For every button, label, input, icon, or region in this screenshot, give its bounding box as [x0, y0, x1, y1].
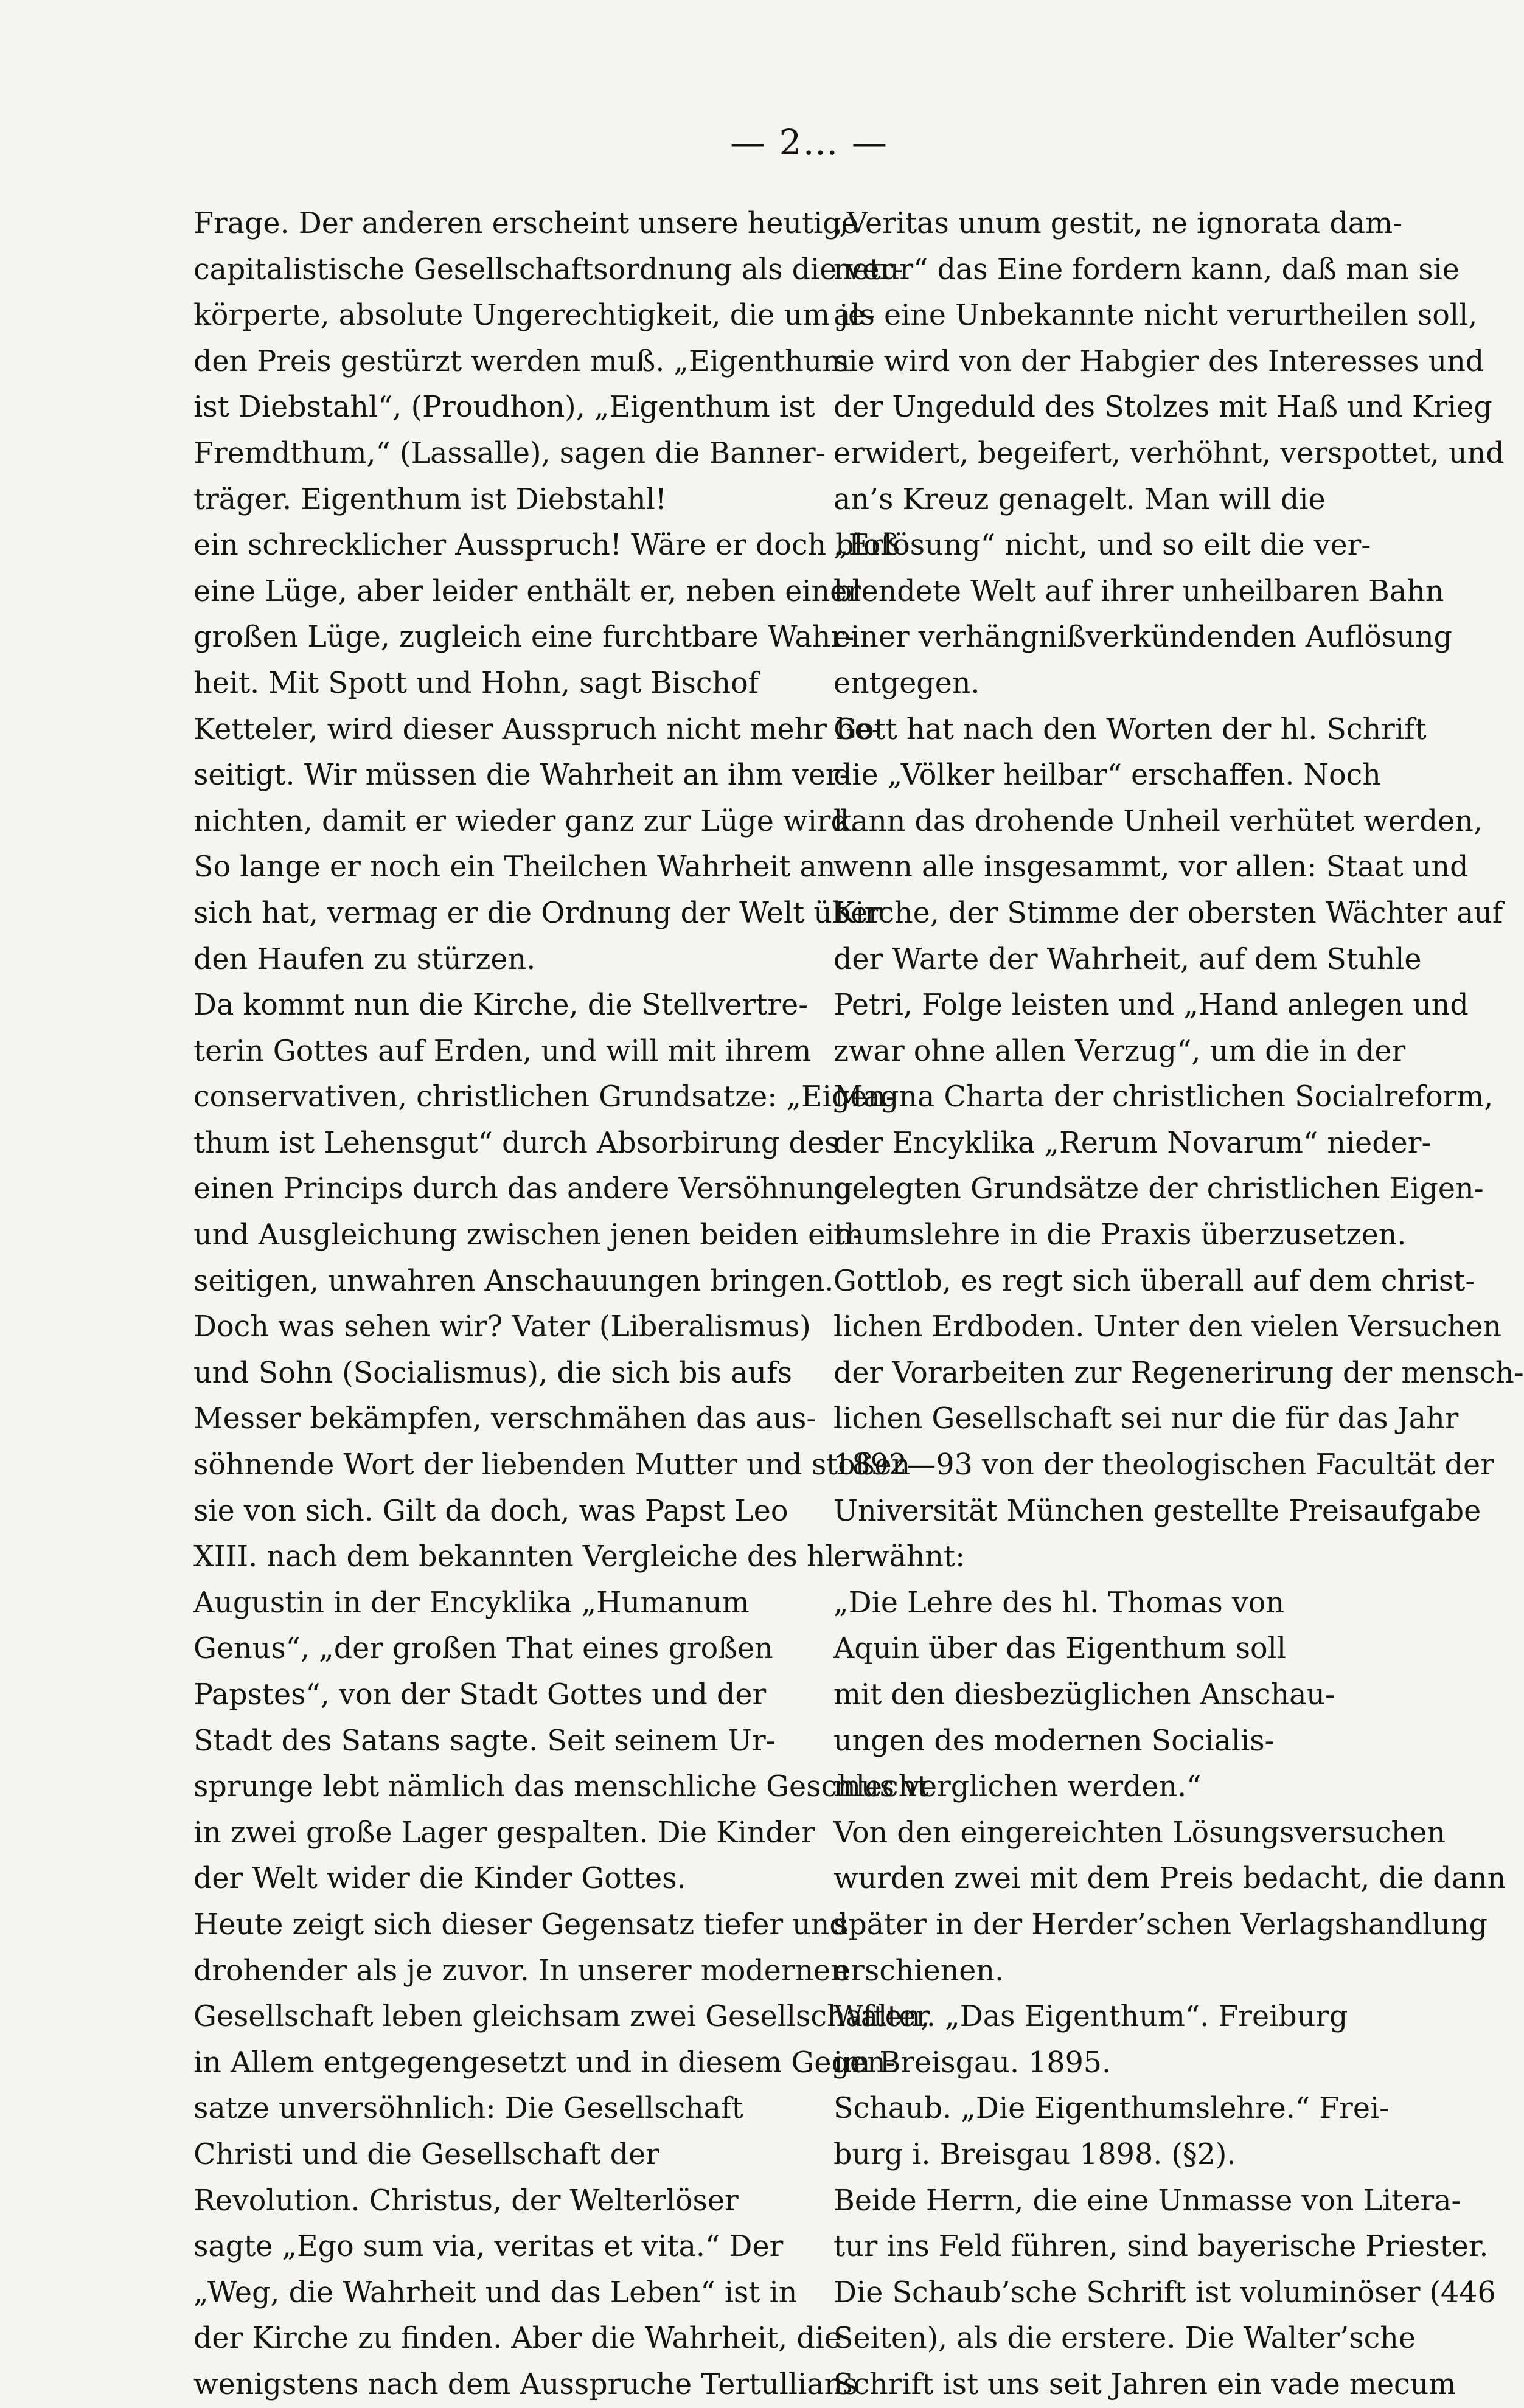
- text-line: sie von sich. Gilt da doch, was Papst Leo: [193, 1494, 788, 1528]
- text-line: Gott hat nach den Worten der hl. Schrift: [833, 712, 1427, 746]
- text-line: einer verhängnißverkündenden Auflösung: [833, 620, 1452, 654]
- text-line: Heute zeigt sich dieser Gegensatz tiefer und: [193, 1907, 848, 1941]
- text-line: Universität München gestellte Preisaufgabe: [833, 1494, 1481, 1528]
- text-line: der Ungeduld des Stolzes mit Haß und Krieg: [833, 390, 1492, 425]
- text-line: der Vorarbeiten zur Regenerirung der mensch-: [833, 1356, 1524, 1390]
- text-line: sprunge lebt nämlich das menschliche Geschlecht: [193, 1770, 929, 1804]
- text-line: „Veritas unum gestit, ne ignorata dam-: [833, 207, 1403, 240]
- text-line: Die Schaub’sche Schrift ist voluminöser (446: [833, 2275, 1496, 2309]
- text-line: eine Lüge, aber leider enthält er, neben einer: [193, 574, 861, 608]
- text-line: ungen des modernen Socialis-: [833, 1724, 1275, 1758]
- text-line: und Ausgleichung zwischen jenen beiden ein-: [193, 1218, 863, 1252]
- text-line: Kirche, der Stimme der obersten Wächter auf: [833, 896, 1503, 930]
- text-line: mus verglichen werden.“: [833, 1770, 1202, 1804]
- text-line: Messer bekämpfen, verschmähen das aus-: [193, 1402, 816, 1436]
- text-line: Aquin über das Eigenthum soll: [833, 1632, 1287, 1666]
- right-text-column: [833, 201, 1524, 2408]
- text-line: Schaub. „Die Eigenthumslehre.“ Frei-: [833, 2092, 1390, 2126]
- text-line: der Kirche zu finden. Aber die Wahrheit, die: [193, 2322, 842, 2356]
- text-line: sie wird von der Habgier des Interesses und: [833, 344, 1484, 378]
- text-line: „Erlösung“ nicht, und so eilt die ver-: [833, 529, 1371, 563]
- text-line: seitigt. Wir müssen die Wahrheit an ihm ver-: [193, 758, 849, 793]
- text-line: der Warte der Wahrheit, auf dem Stuhle: [833, 942, 1422, 976]
- text-line: den Haufen zu stürzen.: [193, 942, 536, 976]
- text-line: Revolution. Christus, der Welterlöser: [193, 2184, 739, 2218]
- text-line: Petri, Folge leisten und „Hand anlegen und: [833, 988, 1469, 1022]
- text-line: Walter. „Das Eigenthum“. Freiburg: [833, 2000, 1348, 2034]
- text-line: der Welt wider die Kinder Gottes.: [193, 1862, 686, 1896]
- text-line: wenn alle insgesammt, vor allen: Staat und: [833, 850, 1469, 884]
- text-line: einen Princips durch das andere Versöhnung: [193, 1172, 853, 1206]
- text-line: kann das drohende Unheil verhütet werden,: [833, 804, 1483, 838]
- text-line: thumslehre in die Praxis überzusetzen.: [833, 1218, 1407, 1252]
- text-line: der Encyklika „Rerum Novarum“ nieder-: [833, 1126, 1432, 1160]
- text-line: entgegen.: [833, 666, 980, 700]
- text-line: Da kommt nun die Kirche, die Stellvertre-: [193, 988, 809, 1022]
- text-line: seitigen, unwahren Anschauungen bringen.: [193, 1264, 834, 1298]
- text-line: wenigstens nach dem Ausspruche Tertullians: [193, 2367, 858, 2401]
- text-line: „Weg, die Wahrheit und das Leben“ ist in: [193, 2275, 798, 2309]
- text-line: drohender als je zuvor. In unserer modernen: [193, 1954, 849, 1988]
- text-line: in zwei große Lager gespalten. Die Kinder: [193, 1816, 815, 1850]
- text-line: sagte „Ego sum via, veritas et vita.“ Der: [193, 2230, 784, 2264]
- text-line: conservativen, christlichen Grundsatze: „Eigen-: [193, 1080, 896, 1114]
- text-line: großen Lüge, zugleich eine furchtbare Wahr-: [193, 620, 855, 654]
- text-line: Magna Charta der christlichen Socialreform,: [833, 1080, 1494, 1114]
- text-line: und Sohn (Socialismus), die sich bis aufs: [193, 1356, 793, 1390]
- text-line: sich hat, vermag er die Ordnung der Welt über: [193, 896, 882, 930]
- text-line: Ketteler, wird dieser Ausspruch nicht mehr be-: [193, 712, 882, 746]
- text-line: netur“ das Eine fordern kann, daß man sie: [833, 252, 1460, 286]
- text-line: Genus“, „der großen That eines großen: [193, 1632, 773, 1666]
- text-line: XIII. nach dem bekannten Vergleiche des hl.: [193, 1540, 844, 1574]
- text-line: heit. Mit Spott und Hohn, sagt Bischof: [193, 666, 759, 700]
- text-line: später in der Herder’schen Verlagshandlung: [833, 1907, 1487, 1941]
- text-line: träger. Eigenthum ist Diebstahl!: [193, 482, 667, 516]
- text-line: den Preis gestürzt werden muß. „Eigenthum: [193, 344, 850, 378]
- text-line: mit den diesbezüglichen Anschau-: [833, 1678, 1335, 1712]
- text-line: tur ins Feld führen, sind bayerische Priester.: [833, 2230, 1489, 2264]
- text-line: erwähnt:: [833, 1540, 966, 1574]
- text-line: Gesellschaft leben gleichsam zwei Gesellschaften,: [193, 2000, 930, 2034]
- text-line: erwidert, begeifert, verhöhnt, verspottet, und: [833, 436, 1505, 470]
- text-line: Schrift ist uns seit Jahren ein vade mecum: [833, 2367, 1456, 2401]
- text-line: thum ist Lehensgut“ durch Absorbirung des: [193, 1126, 840, 1160]
- text-line: „Die Lehre des hl. Thomas von: [833, 1586, 1284, 1620]
- text-line: capitalistische Gesellschaftsordnung als die ver-: [193, 252, 903, 286]
- text-line: die „Völker heilbar“ erschaffen. Noch: [833, 758, 1381, 793]
- text-line: So lange er noch ein Theilchen Wahrheit an: [193, 850, 836, 884]
- text-line: gelegten Grundsätze der christlichen Eigen-: [833, 1172, 1484, 1206]
- text-line: blendete Welt auf ihrer unheilbaren Bahn: [833, 574, 1444, 608]
- text-line: Doch was sehen wir? Vater (Liberalismus): [193, 1310, 811, 1344]
- text-line: burg i. Breisgau 1898. (§2).: [833, 2137, 1236, 2171]
- text-line: Papstes“, von der Stadt Gottes und der: [193, 1678, 767, 1712]
- text-line: zwar ohne allen Verzug“, um die in der: [833, 1034, 1406, 1068]
- text-line: Gottlob, es regt sich überall auf dem christ-: [833, 1264, 1475, 1298]
- text-line: Stadt des Satans sagte. Seit seinem Ur-: [193, 1724, 776, 1758]
- text-line: in Allem entgegengesetzt und in diesem Gegen-: [193, 2045, 896, 2080]
- text-line: im Breisgau. 1895.: [833, 2045, 1112, 2080]
- text-line: ein schrecklicher Ausspruch! Wäre er doch bloß: [193, 529, 900, 563]
- text-line: Seiten), als die erstere. Die Walter’sche: [833, 2322, 1416, 2356]
- text-line: Von den eingereichten Lösungsversuchen: [833, 1816, 1446, 1850]
- text-line: terin Gottes auf Erden, und will mit ihrem: [193, 1034, 812, 1068]
- text-line: als eine Unbekannte nicht verurtheilen soll,: [833, 299, 1478, 333]
- text-line: satze unversöhnlich: Die Gesellschaft: [193, 2092, 743, 2126]
- page-number: — 2… —: [730, 122, 888, 163]
- text-line: ist Diebstahl“, (Proudhon), „Eigenthum ist: [193, 390, 815, 425]
- text-line: Beide Herrn, die eine Unmasse von Litera-: [833, 2184, 1461, 2218]
- text-line: Christi und die Gesellschaft der: [193, 2137, 659, 2171]
- text-line: an’s Kreuz genagelt. Man will die: [833, 482, 1326, 516]
- text-line: 1892—93 von der theologischen Facultät der: [833, 1448, 1494, 1482]
- text-line: Augustin in der Encyklika „Humanum: [193, 1586, 750, 1620]
- text-line: körperte, absolute Ungerechtigkeit, die um je-: [193, 299, 875, 333]
- text-line: söhnende Wort der liebenden Mutter und stoßen: [193, 1448, 911, 1482]
- text-line: erschienen.: [833, 1954, 1004, 1988]
- text-line: Fremdthum,“ (Lassalle), sagen die Banner-: [193, 436, 826, 470]
- text-line: wurden zwei mit dem Preis bedacht, die dann: [833, 1862, 1506, 1896]
- text-line: nichten, damit er wieder ganz zur Lüge wird.: [193, 804, 858, 838]
- text-line: Frage. Der anderen erscheint unsere heutige: [193, 207, 858, 240]
- text-line: lichen Gesellschaft sei nur die für das Jahr: [833, 1402, 1459, 1436]
- text-line: lichen Erdboden. Unter den vielen Versuchen: [833, 1310, 1502, 1344]
